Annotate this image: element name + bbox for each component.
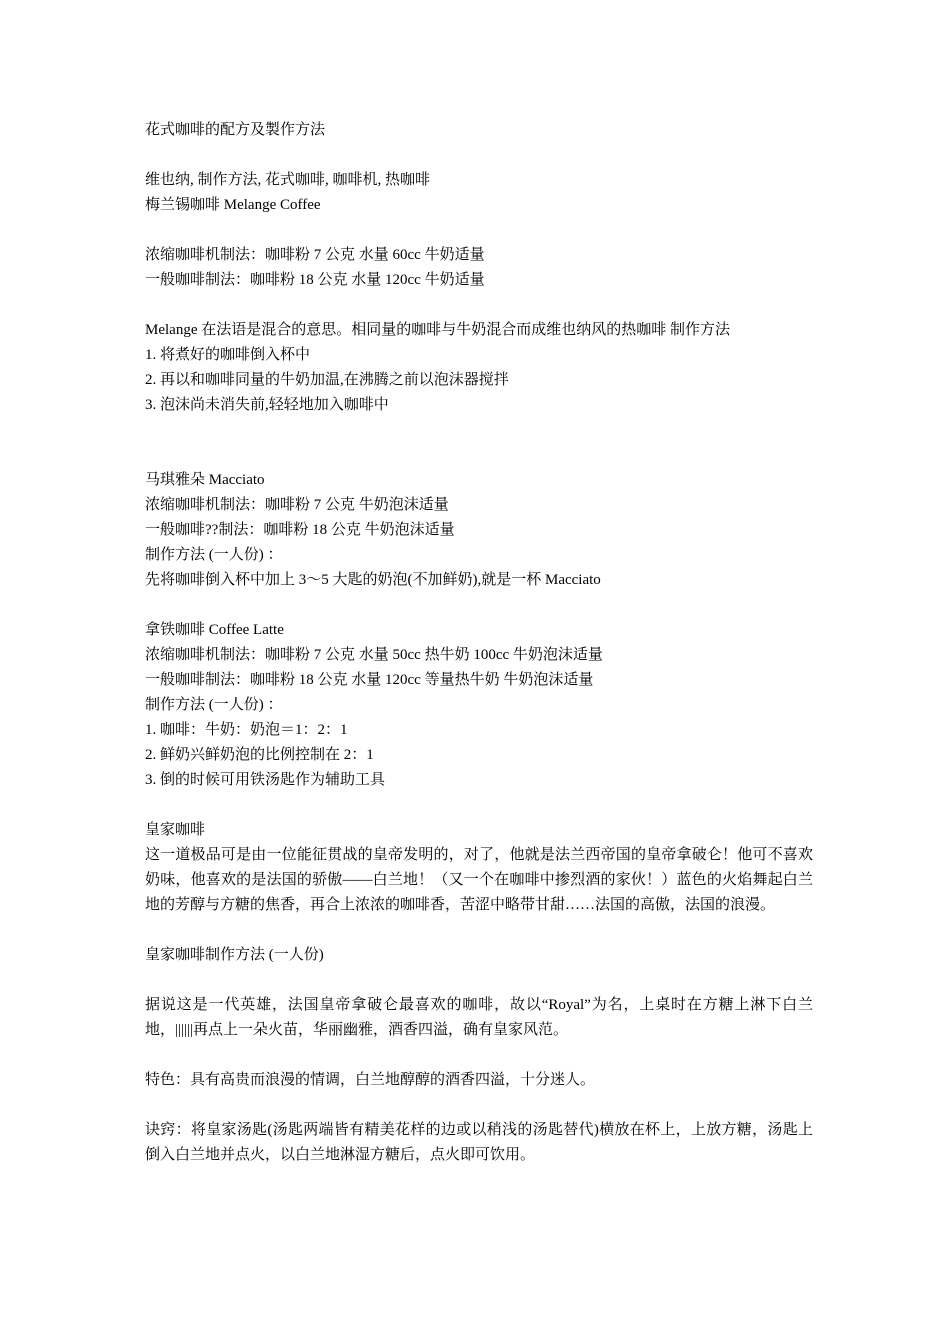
spacer <box>145 293 813 318</box>
spacer <box>145 218 813 243</box>
document-title: 花式咖啡的配方及製作方法 <box>145 122 326 138</box>
spacer <box>145 1043 813 1068</box>
document-body <box>145 118 813 1168</box>
macciato-heading: 马琪雅朵 Macciato <box>145 472 265 488</box>
melange-step: 1. 将煮好的咖啡倒入杯中 <box>145 347 311 363</box>
royal-method-title: 皇家咖啡制作方法 (一人份) <box>145 947 324 963</box>
latte-step: 1. 咖啡：牛奶：奶泡＝1：2：1 <box>145 722 348 738</box>
macciato-description: 先将咖啡倒入杯中加上 3～5 大匙的奶泡(不加鲜奶),就是一杯 Macciato <box>145 572 601 588</box>
royal-feature: 特色：具有高贵而浪漫的情调，白兰地醇醇的酒香四溢，十分迷人。 <box>145 1072 596 1088</box>
spacer <box>145 443 813 468</box>
spacer <box>145 593 813 618</box>
macciato-general-recipe: 一般咖啡??制法：咖啡粉 18 公克 牛奶泡沫适量 <box>145 522 455 538</box>
latte-general-recipe: 一般咖啡制法：咖啡粉 18 公克 水量 120cc 等量热牛奶 牛奶泡沫适量 <box>145 672 594 688</box>
royal-heading: 皇家咖啡 <box>145 822 206 838</box>
latte-heading: 拿铁咖啡 Coffee Latte <box>145 622 284 638</box>
melange-step: 2. 再以和咖啡同量的牛奶加温,在沸腾之前以泡沫器搅拌 <box>145 372 509 388</box>
spacer <box>145 1093 813 1118</box>
latte-step: 2. 鲜奶兴鲜奶泡的比例控制在 2：1 <box>145 747 374 763</box>
spacer <box>145 143 813 168</box>
latte-method-label: 制作方法 (一人份) ： <box>145 697 283 713</box>
melange-intro: Melange 在法语是混合的意思。相同量的咖啡与牛奶混合而成维也纳风的热咖啡 制作方法 <box>145 322 730 338</box>
spacer <box>145 968 813 993</box>
tags-line: 维也纳, 制作方法, 花式咖啡, 咖啡机, 热咖啡 <box>145 172 431 188</box>
macciato-method-label: 制作方法 (一人份) ： <box>145 547 283 563</box>
royal-tip: 诀窍：将皇家汤匙(汤匙两端皆有精美花样的边或以稍浅的汤匙替代)横放在杯上，上放方糖，汤匙上倒入白兰地并点火，以白兰地淋湿方糖后，点火即可饮用。 <box>145 1122 813 1163</box>
melange-general-recipe: 一般咖啡制法：咖啡粉 18 公克 水量 120cc 牛奶适量 <box>145 272 485 288</box>
melange-step: 3. 泡沫尚未消失前,轻轻地加入咖啡中 <box>145 397 389 413</box>
latte-espresso-recipe: 浓缩咖啡机制法：咖啡粉 7 公克 水量 50cc 热牛奶 100cc 牛奶泡沫适量 <box>145 647 603 663</box>
spacer <box>145 418 813 443</box>
melange-heading: 梅兰锡咖啡 Melange Coffee <box>145 197 321 213</box>
spacer <box>145 918 813 943</box>
macciato-espresso-recipe: 浓缩咖啡机制法：咖啡粉 7 公克 牛奶泡沫适量 <box>145 497 449 513</box>
royal-story: 据说这是一代英雄，法国皇帝拿破仑最喜欢的咖啡，故以“Royal”为名，上桌时在方糖上淋下白兰地，||||||再点上一朵火苗，华丽幽雅，酒香四溢，确有皇家风范。 <box>145 997 813 1038</box>
spacer <box>145 793 813 818</box>
melange-espresso-recipe: 浓缩咖啡机制法：咖啡粉 7 公克 水量 60cc 牛奶适量 <box>145 247 485 263</box>
royal-intro: 这一道极品可是由一位能征贯战的皇帝发明的，对了，他就是法兰西帝国的皇帝拿破仑！他可不喜欢奶味，他喜欢的是法国的骄傲——白兰地！（又一个在咖啡中掺烈酒的家伙！）蓝色的火焰舞起白兰地的芳醇与方糖的焦香，再合上浓浓的咖啡香，苦涩中略带甘甜……法国的高傲，法国的浪漫。 <box>145 847 813 913</box>
latte-step: 3. 倒的时候可用铁汤匙作为辅助工具 <box>145 772 386 788</box>
